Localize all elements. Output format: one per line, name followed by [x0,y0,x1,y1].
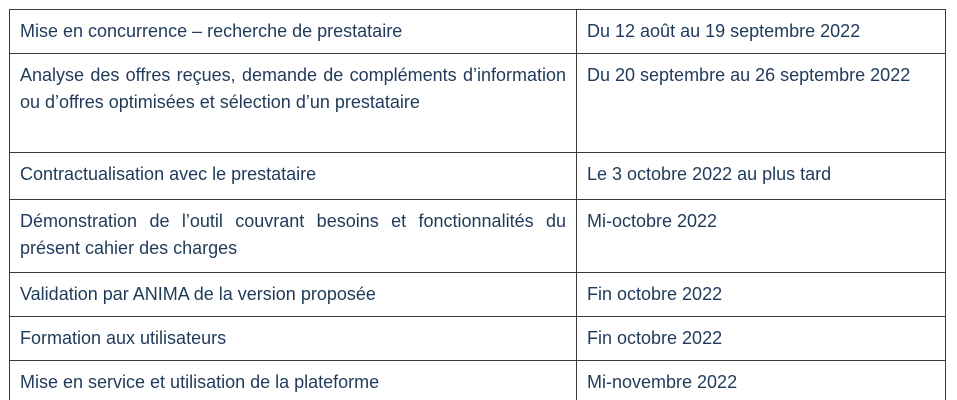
date-cell: Du 12 août au 19 septembre 2022 [577,10,946,54]
date-cell: Mi-novembre 2022 [577,361,946,400]
task-cell: Mise en concurrence – recherche de prestataire [10,10,577,54]
date-cell: Du 20 septembre au 26 septembre 2022 [577,54,946,153]
task-cell: Validation par ANIMA de la version proposée [10,273,577,317]
table-row [10,153,946,200]
task-cell: Formation aux utilisateurs [10,317,577,361]
table-row [10,361,946,400]
table-row [10,10,946,54]
table-row [10,54,946,153]
table-row [10,273,946,317]
date-cell: Fin octobre 2022 [577,317,946,361]
date-cell: Fin octobre 2022 [577,273,946,317]
schedule-table [9,9,946,400]
task-cell: Contractualisation avec le prestataire [10,153,577,200]
task-cell: Analyse des offres reçues, demande de compléments d’information ou d’offres optimisées et sélection d’un prestataire [10,54,577,153]
task-cell: Mise en service et utilisation de la plateforme [10,361,577,400]
table-row [10,317,946,361]
task-cell: Démonstration de l’outil couvrant besoins et fonctionnalités du présent cahier des charges [10,200,577,273]
date-cell: Mi-octobre 2022 [577,200,946,273]
table-row [10,200,946,273]
date-cell: Le 3 octobre 2022 au plus tard [577,153,946,200]
